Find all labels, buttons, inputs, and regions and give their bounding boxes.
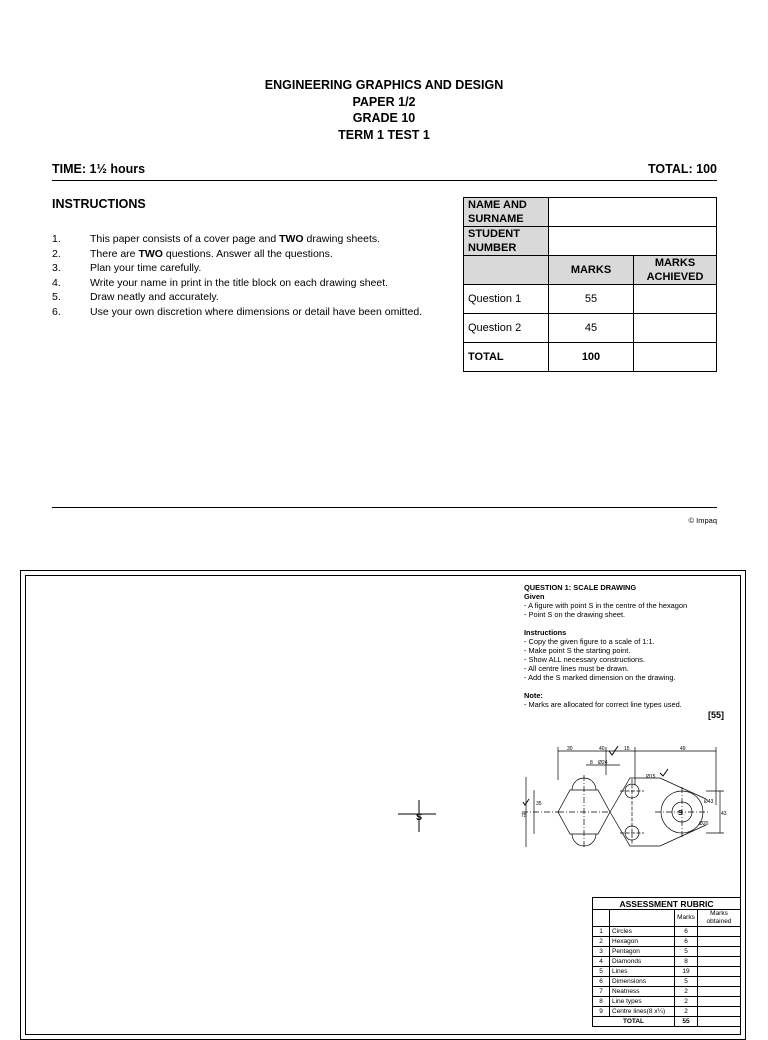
rubric-row: 2 Hexagon 6 xyxy=(593,937,741,947)
dim-label: 43 xyxy=(721,811,727,817)
question2-achieved-field[interactable] xyxy=(634,314,717,343)
question1-marks: 55 xyxy=(549,285,634,314)
rubric-total-row: TOTAL 55 xyxy=(593,1017,741,1027)
dim-label: Ø20 xyxy=(699,821,709,827)
rubric-row: 4 Diamonds 8 xyxy=(593,957,741,967)
q-instruction-item: - Add the S marked dimension on the drawing. xyxy=(524,673,676,682)
question-block xyxy=(524,583,724,720)
total-label: TOTAL: 100 xyxy=(648,162,717,176)
dim-label: 8 xyxy=(590,760,593,766)
rubric-row: 1 Circles 6 xyxy=(593,927,741,937)
name-field[interactable] xyxy=(549,198,717,227)
given-item: - Point S on the drawing sheet. xyxy=(524,610,626,619)
dim-label: 49 xyxy=(680,746,686,752)
blank-header xyxy=(464,256,549,285)
dim-label: Ø15 xyxy=(646,774,656,780)
q-instruction-item: - Make point S the starting point. xyxy=(524,646,631,655)
doc-title: ENGINEERING GRAPHICS AND DESIGN xyxy=(264,78,504,92)
total-achieved-field[interactable] xyxy=(634,343,717,372)
marks-table xyxy=(463,197,717,372)
marks-achieved-header: MARKS ACHIEVED xyxy=(634,256,717,285)
dim-label: 30 xyxy=(567,746,573,752)
copyright: © Impaq xyxy=(688,516,717,525)
rubric-row: 7 Neatness 2 xyxy=(593,987,741,997)
instructions-list xyxy=(52,232,422,319)
note-label: Note: xyxy=(524,691,543,700)
grade: GRADE 10 xyxy=(352,111,416,125)
question-marks: [55] xyxy=(707,710,724,720)
question1-achieved-field[interactable] xyxy=(634,285,717,314)
question2-label: Question 2 xyxy=(464,314,549,343)
rubric-marks-header: Marks xyxy=(675,910,698,927)
paper-number: PAPER 1/2 xyxy=(352,95,416,109)
rubric-row: 6 Dimensions 5 xyxy=(593,977,741,987)
student-number-label: STUDENT NUMBER xyxy=(464,227,549,256)
dim-label: 75 xyxy=(521,813,527,819)
q-instruction-item: - Copy the given figure to a scale of 1:1. xyxy=(524,637,655,646)
q-instructions-label: Instructions xyxy=(524,628,567,637)
given-figure-drawing xyxy=(520,745,730,855)
assessment-rubric xyxy=(592,897,741,1027)
q-instruction-item: - Show ALL necessary constructions. xyxy=(524,655,645,664)
dim-label: S xyxy=(678,810,683,817)
instruction-item: 2. There are TWO questions. Answer all the questions. xyxy=(52,247,333,260)
instruction-item: 3. Plan your time carefully. xyxy=(52,262,202,274)
name-label: NAME AND SURNAME xyxy=(464,198,549,227)
given-label: Given xyxy=(524,592,545,601)
question1-label: Question 1 xyxy=(464,285,549,314)
question2-marks: 45 xyxy=(549,314,634,343)
instruction-item: 6. Use your own discretion where dimensions or detail have been omitted. xyxy=(52,305,423,318)
note-text: - Marks are allocated for correct line types used. xyxy=(524,700,682,709)
instruction-item: 4. Write your name in print in the title block on each drawing sheet. xyxy=(52,276,389,289)
dim-label: Ø43 xyxy=(704,799,714,805)
question-title: QUESTION 1: SCALE DRAWING xyxy=(524,583,637,592)
rubric-row: 8 Line types 2 xyxy=(593,997,741,1007)
rubric-obtained-header: Marks obtained xyxy=(698,910,741,927)
term-test: TERM 1 TEST 1 xyxy=(338,128,430,142)
point-s-label: S xyxy=(416,812,423,822)
student-number-field[interactable] xyxy=(549,227,717,256)
given-item: - A figure with point S in the centre of the hexagon xyxy=(524,601,688,610)
rubric-title: ASSESSMENT RUBRIC xyxy=(593,898,741,910)
total-row-label: TOTAL xyxy=(464,343,549,372)
marks-header: MARKS xyxy=(549,256,634,285)
dim-label: Ø24 xyxy=(598,760,608,766)
instructions-title: INSTRUCTIONS xyxy=(52,197,146,211)
total-row-marks: 100 xyxy=(549,343,634,372)
rubric-row: 5 Lines 19 xyxy=(593,967,741,977)
dim-label: 15 xyxy=(624,746,630,752)
instruction-item: 5. Draw neatly and accurately. xyxy=(52,291,219,303)
divider-top xyxy=(52,180,717,181)
instruction-item: 1. This paper consists of a cover page and TWO drawing sheets. xyxy=(52,233,381,245)
rubric-row: 3 Pentagon 5 xyxy=(593,947,741,957)
dim-label: 35 xyxy=(536,801,542,807)
rubric-row: 9 Centre lines(8 x¼) 2 xyxy=(593,1007,741,1017)
dim-label: 40 xyxy=(599,746,605,752)
q-instruction-item: - All centre lines must be drawn. xyxy=(524,664,629,673)
time-label: TIME: 1½ hours xyxy=(52,162,146,176)
time-total-line xyxy=(52,162,717,176)
divider-bottom xyxy=(52,507,717,508)
